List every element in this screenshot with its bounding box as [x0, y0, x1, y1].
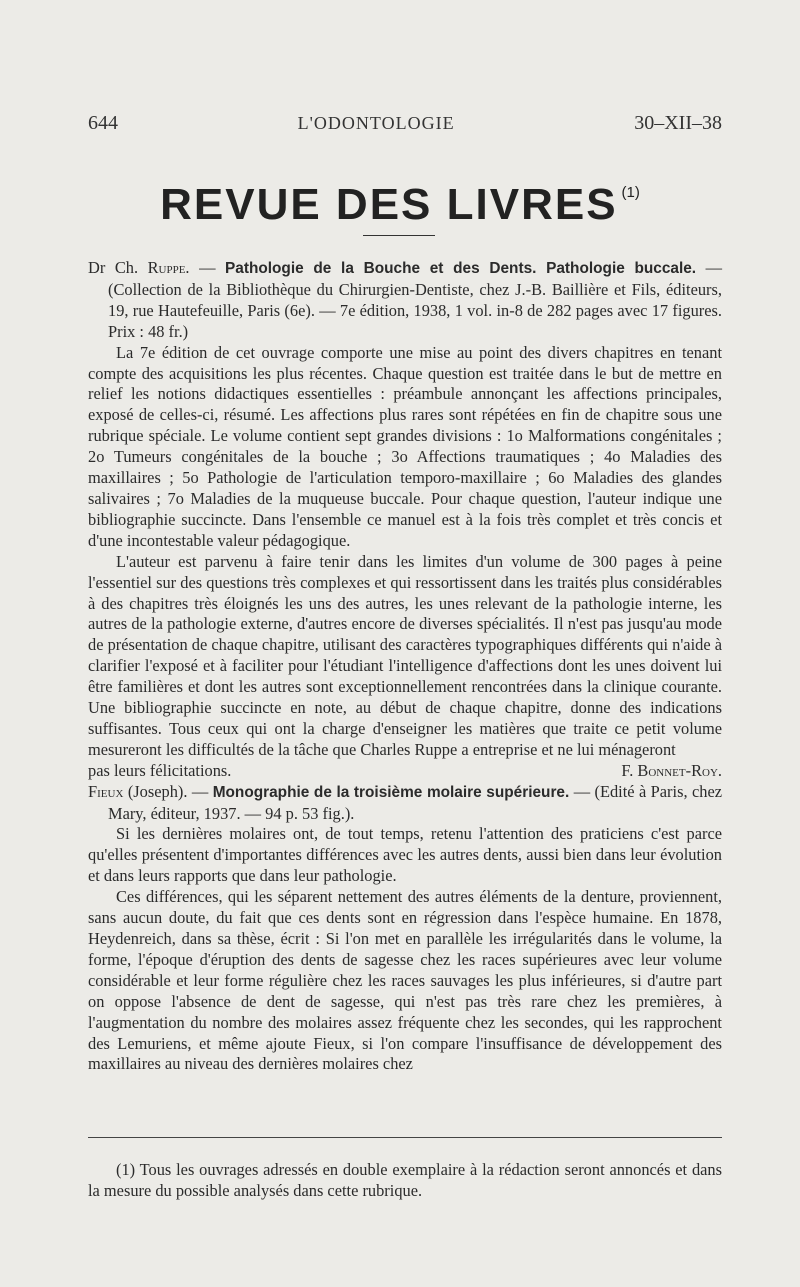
review-1-author-prefix: Dr Ch. — [88, 258, 148, 277]
page-number: 644 — [88, 112, 118, 134]
issue-date: 30–XII–38 — [634, 112, 722, 134]
review-2-book-title: Monographie de la troisième molaire supérieure. — [212, 783, 570, 801]
title-rule — [363, 235, 435, 236]
review-1-paragraph: L'auteur est parvenu à faire tenir dans les limites d'un volume de 300 pages à peine l'essentiel sur des questions très complexes et qui ressortissent dans les traités plus considérables à des chapitres très éloignés les uns des autres, les unes relevant de la pathologie interne, les autres de la pathologie externe, d'autres encore de diverses spécialités. Il n'est pas jusqu'au mode de présentation de chaque chapitre, utilisant des caractères typographiques différents qui n'aide à clarifier l'exposé et à faciliter pour l'étudiant l'intelligence d'affections dont les unes doivent lui être familières et dont les autres sont exceptionnellement rencontrées dans la clinique courante. Une bibliographie succincte en note, au début de chaque chapitre, donne des indications suffisantes. Tous ceux qui ont la charge d'enseigner les matières que traite ce petit volume mesureront les difficultés de la tâche que Charles Ruppe a entreprise et ne lui ménageront — [88, 551, 722, 759]
dash: — — [189, 258, 225, 277]
review-1-heading — [88, 258, 722, 343]
section-title — [0, 180, 800, 230]
review-1-author: Ruppe. — [147, 258, 190, 277]
review-2-pub-info: — (Edité à Paris, chez Mary, éditeur, 1937. — 94 p. 53 fig.). — [108, 781, 722, 823]
review-2-author-given: (Joseph). — [123, 781, 188, 801]
journal-title: L'ODONTOLOGIE — [297, 113, 455, 133]
article-body — [88, 258, 722, 1075]
running-head — [88, 112, 722, 135]
footnote: (1) Tous les ouvrages adressés en double exemplaire à la rédaction seront annoncés et dans la mesure du possible analysés dans cette rubrique. — [88, 1160, 722, 1201]
review-1-paragraph: La 7e édition de cet ouvrage comporte une mise au point des divers chapitres en tenant compte des acquisitions les plus récentes. Chaque question est traitée dans le but de mettre en relief les notions didactiques essentielles : préambule annonçant les affections principales, exposé de celles-ci, résumé. Les affections plus rares sont répétées en fin de chapitre sous une rubrique spéciale. Le volume contient sept grandes divisions : 1o Malformations congénitales ; 2o Tumeurs congénitales de la bouche ; 3o Affections traumatiques ; 4o Maladies des maxillaires ; 5o Pathologie de l'articulation temporo-maxillaire ; 6o Maladies des glandes salivaires ; 7o Maladies de la muqueuse buccale. Pour chaque question, l'auteur indique une bibliographie succincte. Dans l'ensemble ce manuel est à la fois très complet et très concis et d'une incontestable valeur pédagogique. — [88, 342, 722, 550]
review-1-pub-info: — (Collection de la Bibliothèque du Chirurgien-Dentiste, chez J.-B. Baillière et Fils, éditeurs, 19, rue Hautefeuille, Paris (6e). — 7e édition, 1938, 1 vol. in-8 de 282 pages avec 17 figures. Prix : 48 fr.) — [108, 258, 723, 341]
review-2-paragraph: Ces différences, qui les séparent nettement des autres éléments de la denture, proviennent, sans aucun doute, du fait que ces dents sont en régression dans l'espèce humaine. En 1878, Heydenreich, dans sa thèse, écrit : Si l'on met en parallèle les irrégularités dans le volume, la forme, l'époque d'éruption des dents de sagesse chez les races supérieures avec leur volume considérable et leur forme régulière chez les races sauvages les plus inférieures, si d'autre part on oppose l'absence de dent de sagesse, qui n'est pas très rare chez les premières, à l'augmentation du nombre des molaires assez fréquente chez les secondes, qui les rapprochent des Lemuriens, et même ajoute Fieux, si l'on compare l'insuffisance de développement des maxillaires au niveau des dernières molaires chez — [88, 887, 722, 1074]
section-title-text: REVUE DES LIVRES — [160, 180, 618, 229]
dash: — — [187, 781, 213, 801]
review-2-heading — [88, 782, 722, 825]
review-1-signature: F. Bonnet-Roy. — [621, 760, 722, 780]
review-2-paragraph: Si les dernières molaires ont, de tout temps, retenu l'attention des praticiens c'est parce qu'elles présentent d'importantes différences avec les autres dents, aussi bien dans leur évolution et dans leurs rapports que dans leur pathologie. — [88, 824, 722, 886]
review-1-book-title: Pathologie de la Bouche et des Dents. Pathologie buccale. — [225, 260, 697, 277]
footnote-marker: (1) — [621, 184, 640, 201]
review-1-signature-line — [88, 761, 722, 782]
footnote-rule — [88, 1137, 722, 1138]
review-2-author: Fieux — [88, 781, 124, 801]
review-1-closing: pas leurs félicitations. — [88, 760, 232, 780]
